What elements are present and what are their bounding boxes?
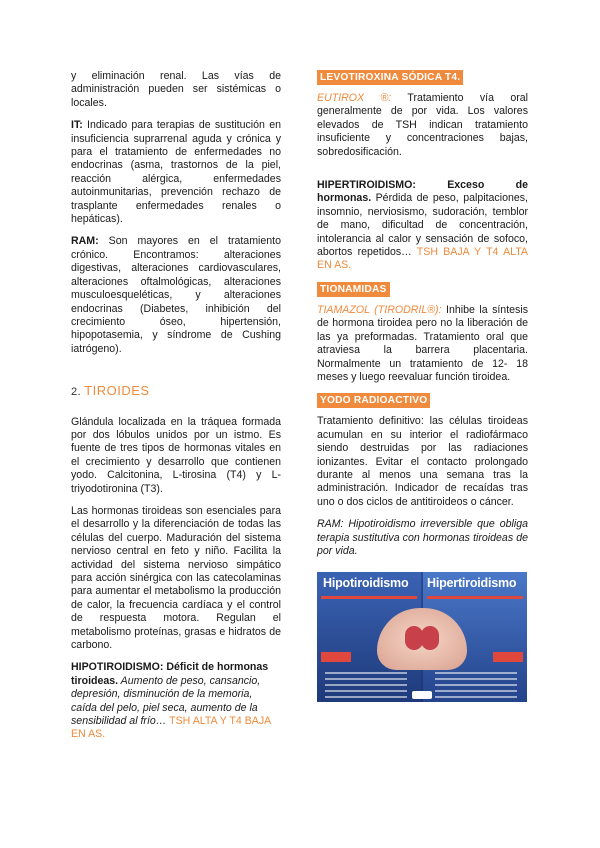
label-tionamidas: TIONAMIDAS (317, 282, 390, 297)
infographic-symptom-list-left (325, 672, 407, 702)
eutirox-text: Tratamiento vía oral generalmente de por vida. Los valores elevados de TSH indican tratamiento insuficiente y concentraciones bajas, sobredosificación. (317, 92, 528, 158)
infographic-title-hiper: Hipertiroidismo (427, 576, 517, 591)
hiper-lead: HIPERTIROIDISMO: Exceso de hormonas. (317, 179, 528, 205)
hipo-lead: HIPOTIROIDISMO: Déficit de hormonas tiroideas. (71, 661, 269, 687)
infographic-symptom-list-right (435, 672, 517, 702)
it-label: IT: (71, 119, 83, 132)
left-column (71, 70, 281, 751)
ram-text: Son mayores en el tratamiento crónico. Encontramos: alteraciones digestivas, alteraciones cardiovasculares, alteraciones oftalmológicas, alteraciones musculoesqueléticas, y alteraciones endocrinas (Diabetes, inhibición del crecimiento óseo, hipertensión, hipopotasemia, y síndrome de Cushing iatrógeno). (71, 235, 281, 355)
hiper-text: Pérdida de peso, palpitaciones, insomnio, nerviosismo, sudoración, temblor de mano, dificultad de concentración, intolerancia al calor y sensación de sofoco, abortos repetidos… (317, 192, 528, 259)
paragraph-renal: y eliminación renal. Las vías de administración pueden ser sistémicas o locales. (71, 70, 281, 109)
paragraph-ram-note: RAM: Hipotiroidismo irreversible que obliga terapia sustitutiva con hormonas tiroideas de por vida. (317, 518, 528, 557)
infographic-bar-right (427, 596, 523, 599)
paragraph-indications (71, 119, 281, 226)
paragraph-hormonas: Las hormonas tiroideas son esenciales para el desarrollo y la diferenciación de todas las células del cuerpo. Maduración del sistema nervioso central en feto y niño. Facilita la actividad del sistema nervioso simpático para acción sinérgica con las catecolaminas para aumentar el metabolismo la producción de calor, la frecuencia cardíaca y el control de respuesta motora. Regulan el metabolismo proteínas, grasas e hidratos de carbono. (71, 504, 281, 652)
paragraph-eutirox (317, 92, 528, 159)
section-title: TIROIDES (84, 383, 150, 399)
paragraph-tiamazol (317, 304, 528, 384)
thyroid-infographic (317, 572, 527, 702)
ram-label: RAM: (71, 235, 99, 248)
paragraph-yodo: Tratamiento definitivo: las células tiroideas acumulan en su interior el radiofármaco siendo destruidas por las radiaciones ionizantes. Evitar el contacto prolongado durante al menos una semana tras la administración. Indicador de recaídas tras uno o dos ciclos de antitiroideos o cáncer. (317, 415, 528, 508)
hipo-symptoms: Aumento de peso, cansancio, depresión, disminución de la memoria, caída del pelo, piel seca, aumento de la sensibilidad al frío… (71, 674, 261, 728)
hipo-tsh: TSH ALTA Y T4 BAJA EN AS. (71, 715, 271, 741)
section-number: 2. (71, 386, 82, 399)
infographic-tag-left (321, 652, 351, 662)
paragraph-hipertiroidismo (317, 179, 528, 273)
hiper-tsh: TSH BAJA Y T4 ALTA EN AS. (317, 246, 528, 272)
thyroid-lobe-icon (421, 626, 439, 650)
label-levotiroxina: LEVOTIROXINA SÓDICA T4. (317, 70, 463, 85)
section-heading-tiroides (71, 384, 281, 399)
paragraph-glandula: Glándula localizada en la tráquea formada por dos lóbulos unidos por un istmo. Es fuente de tres tipos de hormonas vitales en el crecimiento y desarrollo que contienen yodo. Calcitonina, L-tirosina (T4) y L- triyodotironina (T3). (71, 415, 281, 495)
eutirox-brand: EUTIROX ®: (317, 92, 392, 104)
infographic-tag-right (493, 652, 523, 662)
paragraph-hipotiroidismo (71, 661, 281, 741)
tiamazol-brand: TIAMAZOL (TIRODRIL®): (317, 303, 442, 316)
it-text: Indicado para terapias de sustitución en insuficiencia suprarrenal aguda y crónica y para el tratamiento de enfermedades no endocrinas (asma, trastornos de la piel, reacción alérgica, enfermedades autoinmunitarias, prevención rechazo de trasplante enfermedades renales o hepáticas). (71, 119, 281, 226)
infographic-bar-left (321, 596, 417, 599)
paragraph-adverse-reactions (71, 235, 281, 356)
infographic-title-hipo: Hipotiroidismo (323, 576, 409, 591)
label-yodo-radioactivo: YODO RADIOACTIVO (317, 393, 430, 408)
right-column (317, 70, 528, 702)
tiamazol-text: Inhibe la síntesis de hormona tiroidea pero no la liberación de las ya preformadas. Tratamiento oral que atraviesa la barrera placentaria. Normalmente un tratamiento de 12- 18 meses y luego reevaluar función tiroidea. (317, 303, 528, 383)
infographic-logo (412, 691, 432, 699)
